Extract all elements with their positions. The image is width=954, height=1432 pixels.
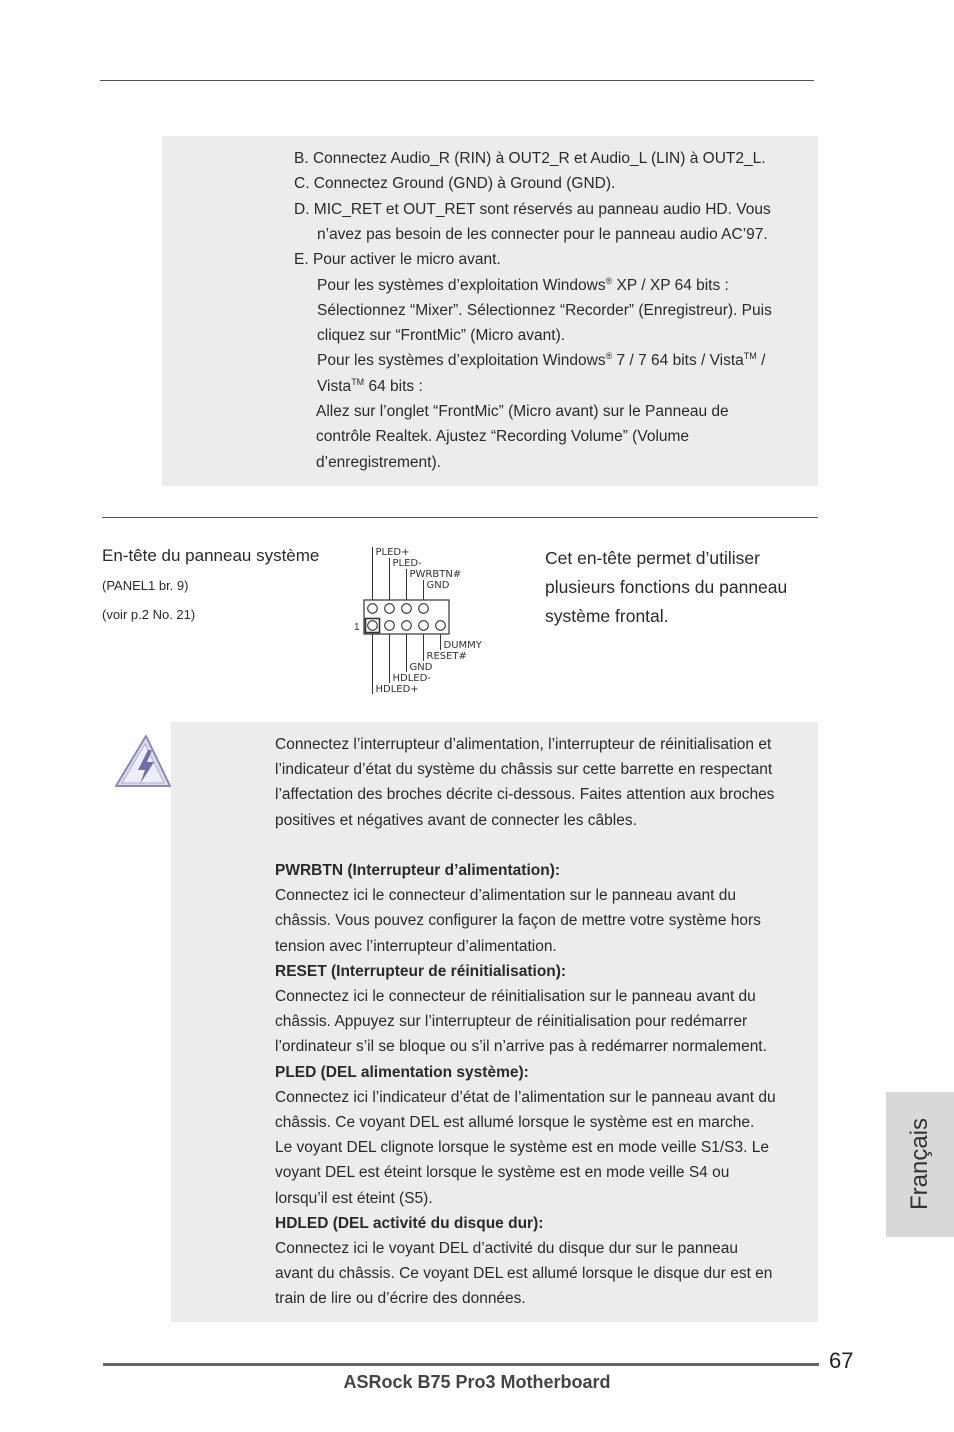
pin <box>368 604 378 614</box>
text-line: train de lire ou d’écrire des données. <box>275 1290 526 1308</box>
os-line <box>317 348 765 373</box>
text-line: E. Pour activer le micro avant. <box>294 251 501 269</box>
pin <box>385 604 395 614</box>
text-line: B. Connectez Audio_R (RIN) à OUT2_R et Audio_L (LIN) à OUT2_L. <box>294 150 766 167</box>
registered-mark: ® <box>605 275 613 286</box>
text-line: châssis. Ce voyant DEL est allumé lorsque le système est en marche. <box>275 1114 755 1131</box>
text-line: l’ordinateur s’il se bloque ou s’il n’arrive pas à redémarrer normalement. <box>275 1038 767 1056</box>
section-heading: HDLED (DEL activité du disque dur): <box>275 1214 544 1232</box>
header-pins-count: (PANEL1 br. 9) <box>102 578 189 593</box>
os-text: Pour les systèmes d’exploitation Windows <box>317 276 606 294</box>
text-line: avant du châssis. Ce voyant DEL est allumé lorsque le disque dur est en <box>275 1265 773 1283</box>
os-text: 7 / 7 64 bits / Vista <box>612 352 744 370</box>
pin-label: HDLED+ <box>375 684 419 695</box>
trademark-mark: TM <box>743 351 757 362</box>
footer-title: ASRock B75 Pro3 Motherboard <box>343 1372 611 1392</box>
text-line: Sélectionnez “Mixer”. Sélectionnez “Recorder” (Enregistreur). Puis <box>317 301 772 319</box>
text-line: lorsqu’il est éteint (S5). <box>275 1189 433 1207</box>
registered-mark: ® <box>605 351 613 362</box>
top-rule <box>100 80 814 81</box>
os-text: 64 bits : <box>364 377 423 395</box>
text-line: n’avez pas besoin de les connecter pour le panneau audio AC’97. <box>317 225 768 243</box>
text-line: châssis. Vous pouvez configurer la façon de mettre votre système hors <box>275 912 761 930</box>
os-text: / <box>756 352 766 370</box>
text-line: l’indicateur d’état du système du châssis sur cette barrette en respectant <box>275 761 773 779</box>
pin <box>436 621 446 631</box>
text-line: l’affectation des broches décrite ci-dessous. Faites attention aux broches <box>275 786 775 804</box>
panel-pinout-diagram <box>354 543 494 695</box>
text-line: Connectez ici le connecteur d’alimentation sur le panneau avant du <box>275 887 736 905</box>
pin <box>368 621 378 631</box>
pin <box>385 621 395 631</box>
section-heading: RESET (Interrupteur de réinitialisation): <box>275 962 567 980</box>
pin-label: HDLED- <box>392 673 431 684</box>
text-line: Connectez ici le voyant DEL d’activité du disque dur sur le panneau <box>275 1240 738 1257</box>
pin-label: DUMMY <box>443 640 482 651</box>
text-line: Le voyant DEL clignote lorsque le système est en mode veille S1/S3. Le <box>275 1139 769 1157</box>
pin-label: GND <box>426 580 450 591</box>
header-title: En-tête du panneau système <box>102 546 320 565</box>
language-tab-label: Français <box>906 1117 933 1211</box>
text-line: voyant DEL est éteint lorsque le système est en mode veille S4 ou <box>275 1164 730 1182</box>
pin1-label: 1 <box>354 622 360 633</box>
section-heading: PWRBTN (Interrupteur d’alimentation): <box>275 862 561 879</box>
pinout-group <box>354 547 483 695</box>
pin <box>419 621 429 631</box>
pin <box>402 621 412 631</box>
text-line: Connectez l’interrupteur d’alimentation, l’interrupteur de réinitialisation et <box>275 736 772 753</box>
pin-label: RESET# <box>426 651 467 662</box>
pin <box>419 604 429 614</box>
description-line: Cet en-tête permet d’utiliser <box>545 548 760 568</box>
warning-icon <box>110 732 174 792</box>
pin-label: GND <box>409 662 433 673</box>
pin <box>402 604 412 614</box>
text-line: châssis. Appuyez sur l’interrupteur de réinitialisation pour redémarrer <box>275 1013 748 1031</box>
section-rule <box>102 517 818 518</box>
text-line: positives et négatives avant de connecter les câbles. <box>275 811 637 829</box>
text-line: D. MIC_RET et OUT_RET sont réservés au panneau audio HD. Vous <box>294 200 771 218</box>
pin-label: PLED- <box>392 558 422 569</box>
os-text: Pour les systèmes d’exploitation Windows <box>317 352 606 370</box>
language-tab <box>886 1092 954 1237</box>
trademark-mark: TM <box>351 376 365 387</box>
text-line: contrôle Realtek. Ajustez “Recording Volume” (Volume <box>316 428 690 446</box>
os-line <box>317 374 423 399</box>
footer-rule <box>103 1363 819 1366</box>
text-line: tension avec l’interrupteur d’alimentation. <box>275 937 557 955</box>
section-heading: PLED (DEL alimentation système): <box>275 1063 529 1081</box>
description-line: plusieurs fonctions du panneau <box>545 577 788 597</box>
pin-label: PWRBTN# <box>409 569 462 580</box>
text-line: cliquez sur “FrontMic” (Micro avant). <box>317 327 566 345</box>
os-text: Vista <box>317 377 352 395</box>
page-number: 67 <box>829 1348 854 1373</box>
text-line: Connectez ici le connecteur de réinitialisation sur le panneau avant du <box>275 988 756 1005</box>
description-line: système frontal. <box>545 606 669 626</box>
os-text: XP / XP 64 bits : <box>612 276 729 294</box>
header-reference: (voir p.2 No. 21) <box>102 607 196 622</box>
text-line: d’enregistrement). <box>316 453 441 471</box>
text-line: C. Connectez Ground (GND) à Ground (GND). <box>294 175 616 193</box>
text-line: Connectez ici l’indicateur d’état de l’alimentation sur le panneau avant du <box>275 1088 776 1106</box>
pin-label: PLED+ <box>375 547 410 558</box>
os-line <box>317 273 729 298</box>
text-line: Allez sur l’onglet “FrontMic” (Micro avant) sur le Panneau de <box>316 403 729 420</box>
